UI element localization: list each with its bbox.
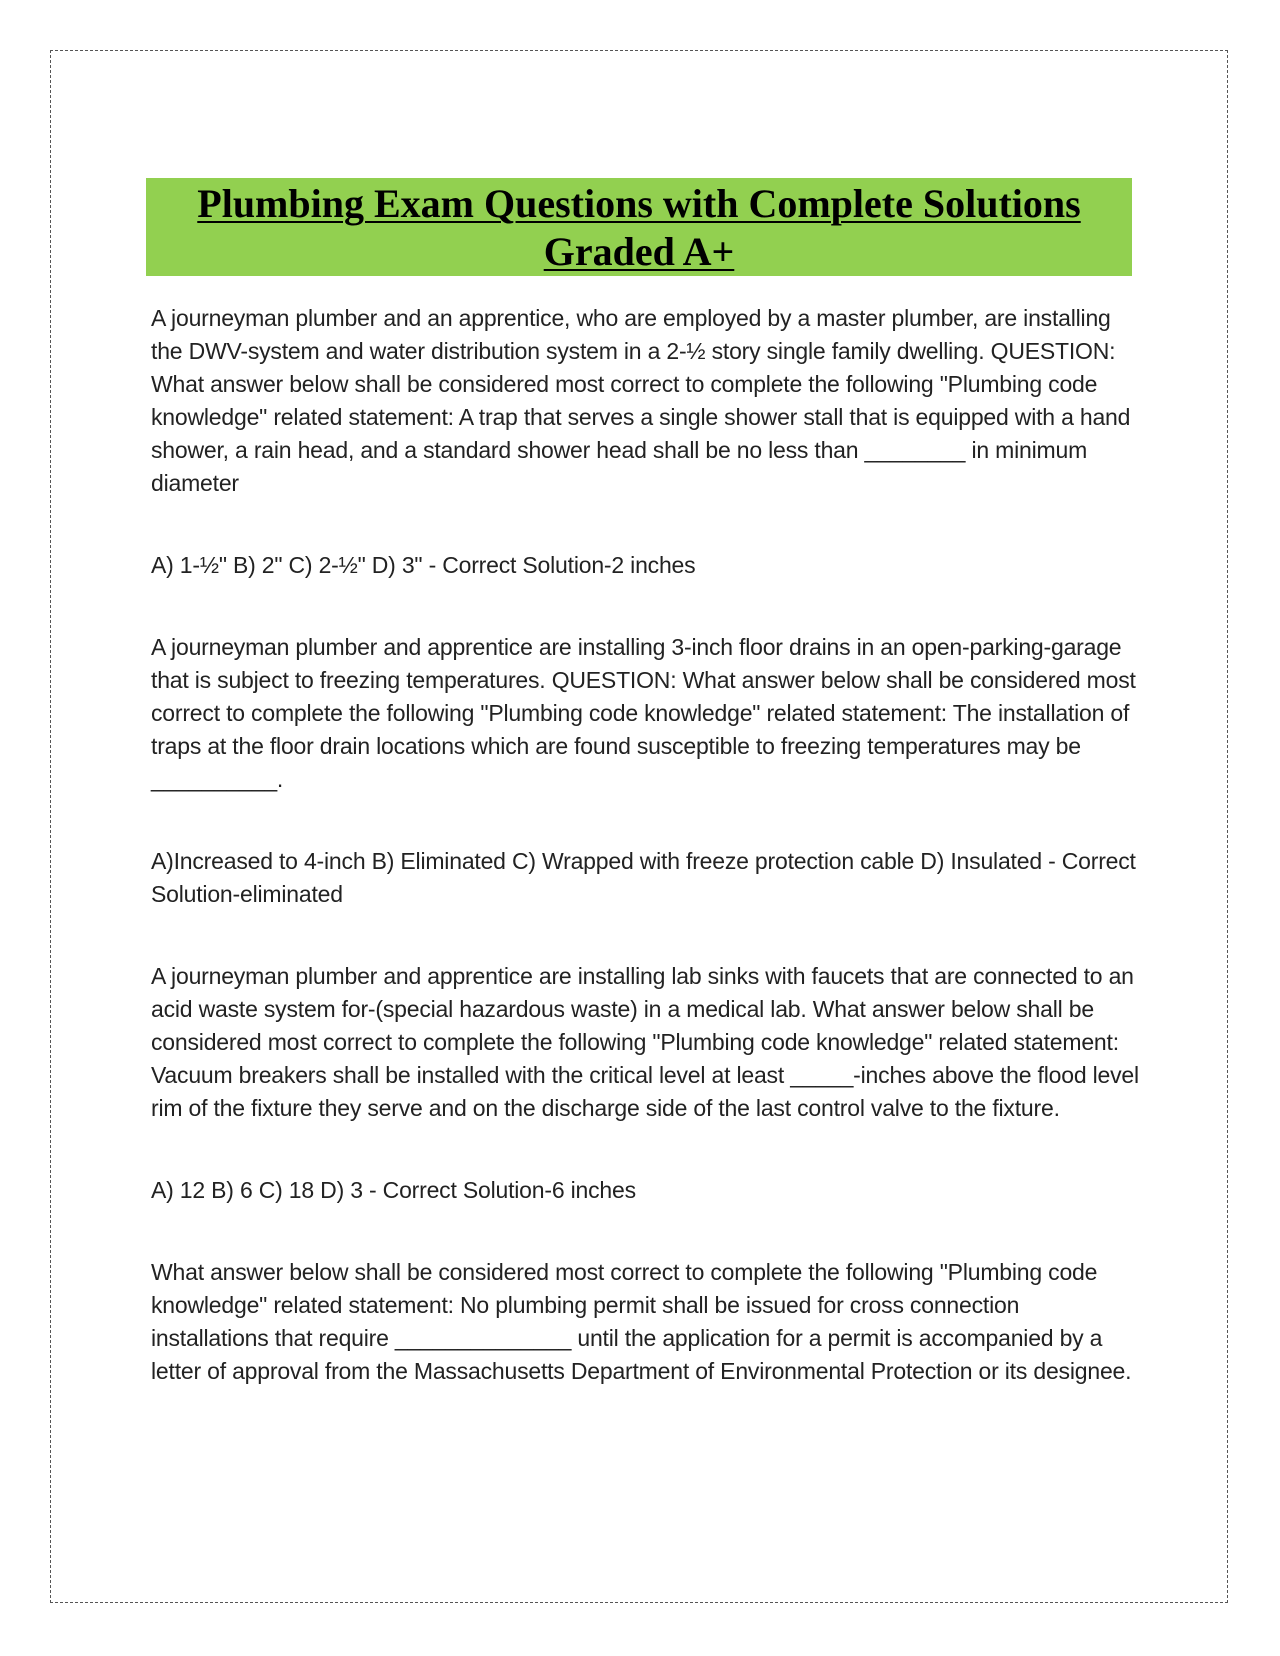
document-title-line-2: Graded A+ (543, 229, 735, 274)
question-1: A journeyman plumber and an apprentice, who are employed by a master plumber, are installing the DWV-system and water distribution system in a 2-½ story single family dwelling. QUESTION: What answer below shall be considered most correct to complete the following "Plumbing code knowledge" related statement: A trap that serves a single shower stall that is equipped with a hand shower, a rain head, and a standard shower head shall be no less than ________ in minimum diameter (151, 305, 1131, 496)
answer-3: A) 12 B) 6 C) 18 D) 3 - Correct Solution-6 inches (151, 1177, 636, 1203)
answer-1: A) 1-½" B) 2" C) 2-½" D) 3" - Correct Solution-2 inches (151, 552, 696, 578)
document-body (151, 302, 1141, 1388)
answer-2: A)Increased to 4-inch B) Eliminated C) Wrapped with freeze protection cable D) Insulated - Correct Solution-eliminated (151, 848, 1136, 907)
document-title-line-1: Plumbing Exam Questions with Complete Solutions (197, 181, 1081, 226)
title-banner (146, 178, 1132, 276)
question-3: A journeyman plumber and apprentice are installing lab sinks with faucets that are connected to an acid waste system for-(special hazardous waste) in a medical lab. What answer below shall be considered most correct to complete the following "Plumbing code knowledge" related statement: Vacuum breakers shall be installed with the critical level at least _____-inches above the flood level rim of the fixture they serve and on the discharge side of the last control valve to the fixture. (151, 963, 1139, 1121)
question-4: What answer below shall be considered most correct to complete the following "Plumbing code knowledge" related statement: No plumbing permit shall be issued for cross connection installations that require ______________ until the application for a permit is accompanied by a letter of approval from the Massachusetts Department of Environmental Protection or its designee. (151, 1259, 1132, 1384)
question-2: A journeyman plumber and apprentice are installing 3-inch floor drains in an open-parking-garage that is subject to freezing temperatures. QUESTION: What answer below shall be considered most correct to complete the following "Plumbing code knowledge" related statement: The installation of traps at the floor drain locations which are found susceptible to freezing temperatures may be __________. (151, 634, 1136, 792)
